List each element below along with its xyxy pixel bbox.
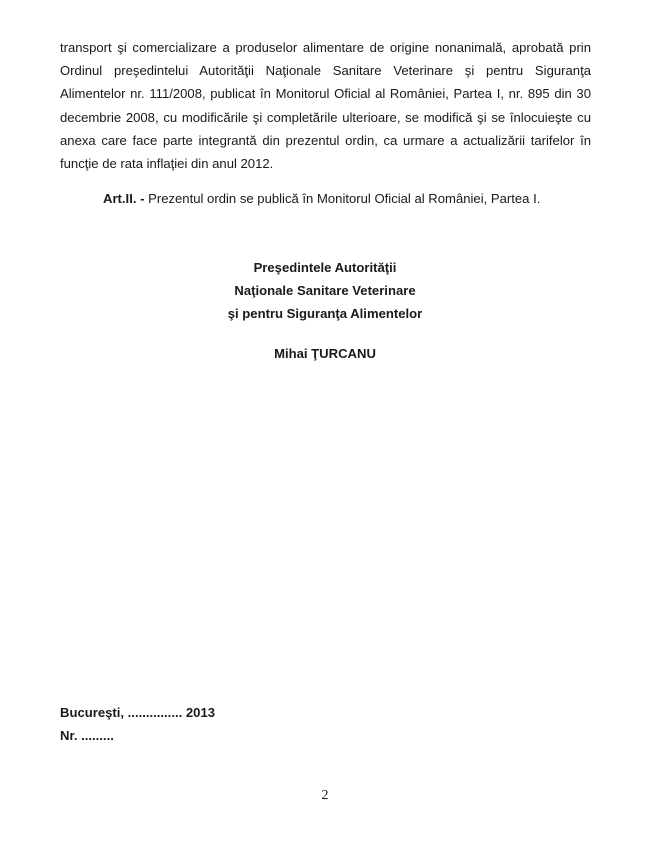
signatory-title-line-3: şi pentru Siguranţa Alimentelor bbox=[227, 306, 423, 321]
signatory-name: Mihai ŢURCANU bbox=[274, 346, 376, 361]
article-two bbox=[103, 189, 603, 209]
article-label: Art.II. - bbox=[103, 191, 145, 206]
signature-block bbox=[0, 256, 650, 325]
place-and-date: Bucureşti, ............... 2013 bbox=[60, 705, 216, 720]
signatory-title-line-2: Naţionale Sanitare Veterinare bbox=[234, 283, 416, 298]
body-paragraph: transport şi comercializare a produselor alimentare de origine nonanimală, aprobată prin Ordinul preşedintelui Autorităţii Naţionale Sanitare Veterinare şi pentru Siguranţa Alimentelor nr. 111/2008, publicat în Monitorul Oficial al României, Partea I, nr. 895 din 30 decembrie 2008, cu modificările şi completările ulterioare, se modifică şi se înlocuieşte cu anexa care face parte integrantă din prezentul ordin, ca urmare a actualizării tarifelor în funcţie de rata inflaţiei din anul 2012. bbox=[60, 40, 591, 172]
article-text: Prezentul ordin se publică în Monitorul Oficial al României, Partea I. bbox=[144, 191, 541, 206]
document-number: Nr. ......... bbox=[60, 728, 114, 743]
page-number: 2 bbox=[321, 788, 329, 803]
signatory-title-line-1: Preşedintele Autorităţii bbox=[253, 260, 397, 275]
